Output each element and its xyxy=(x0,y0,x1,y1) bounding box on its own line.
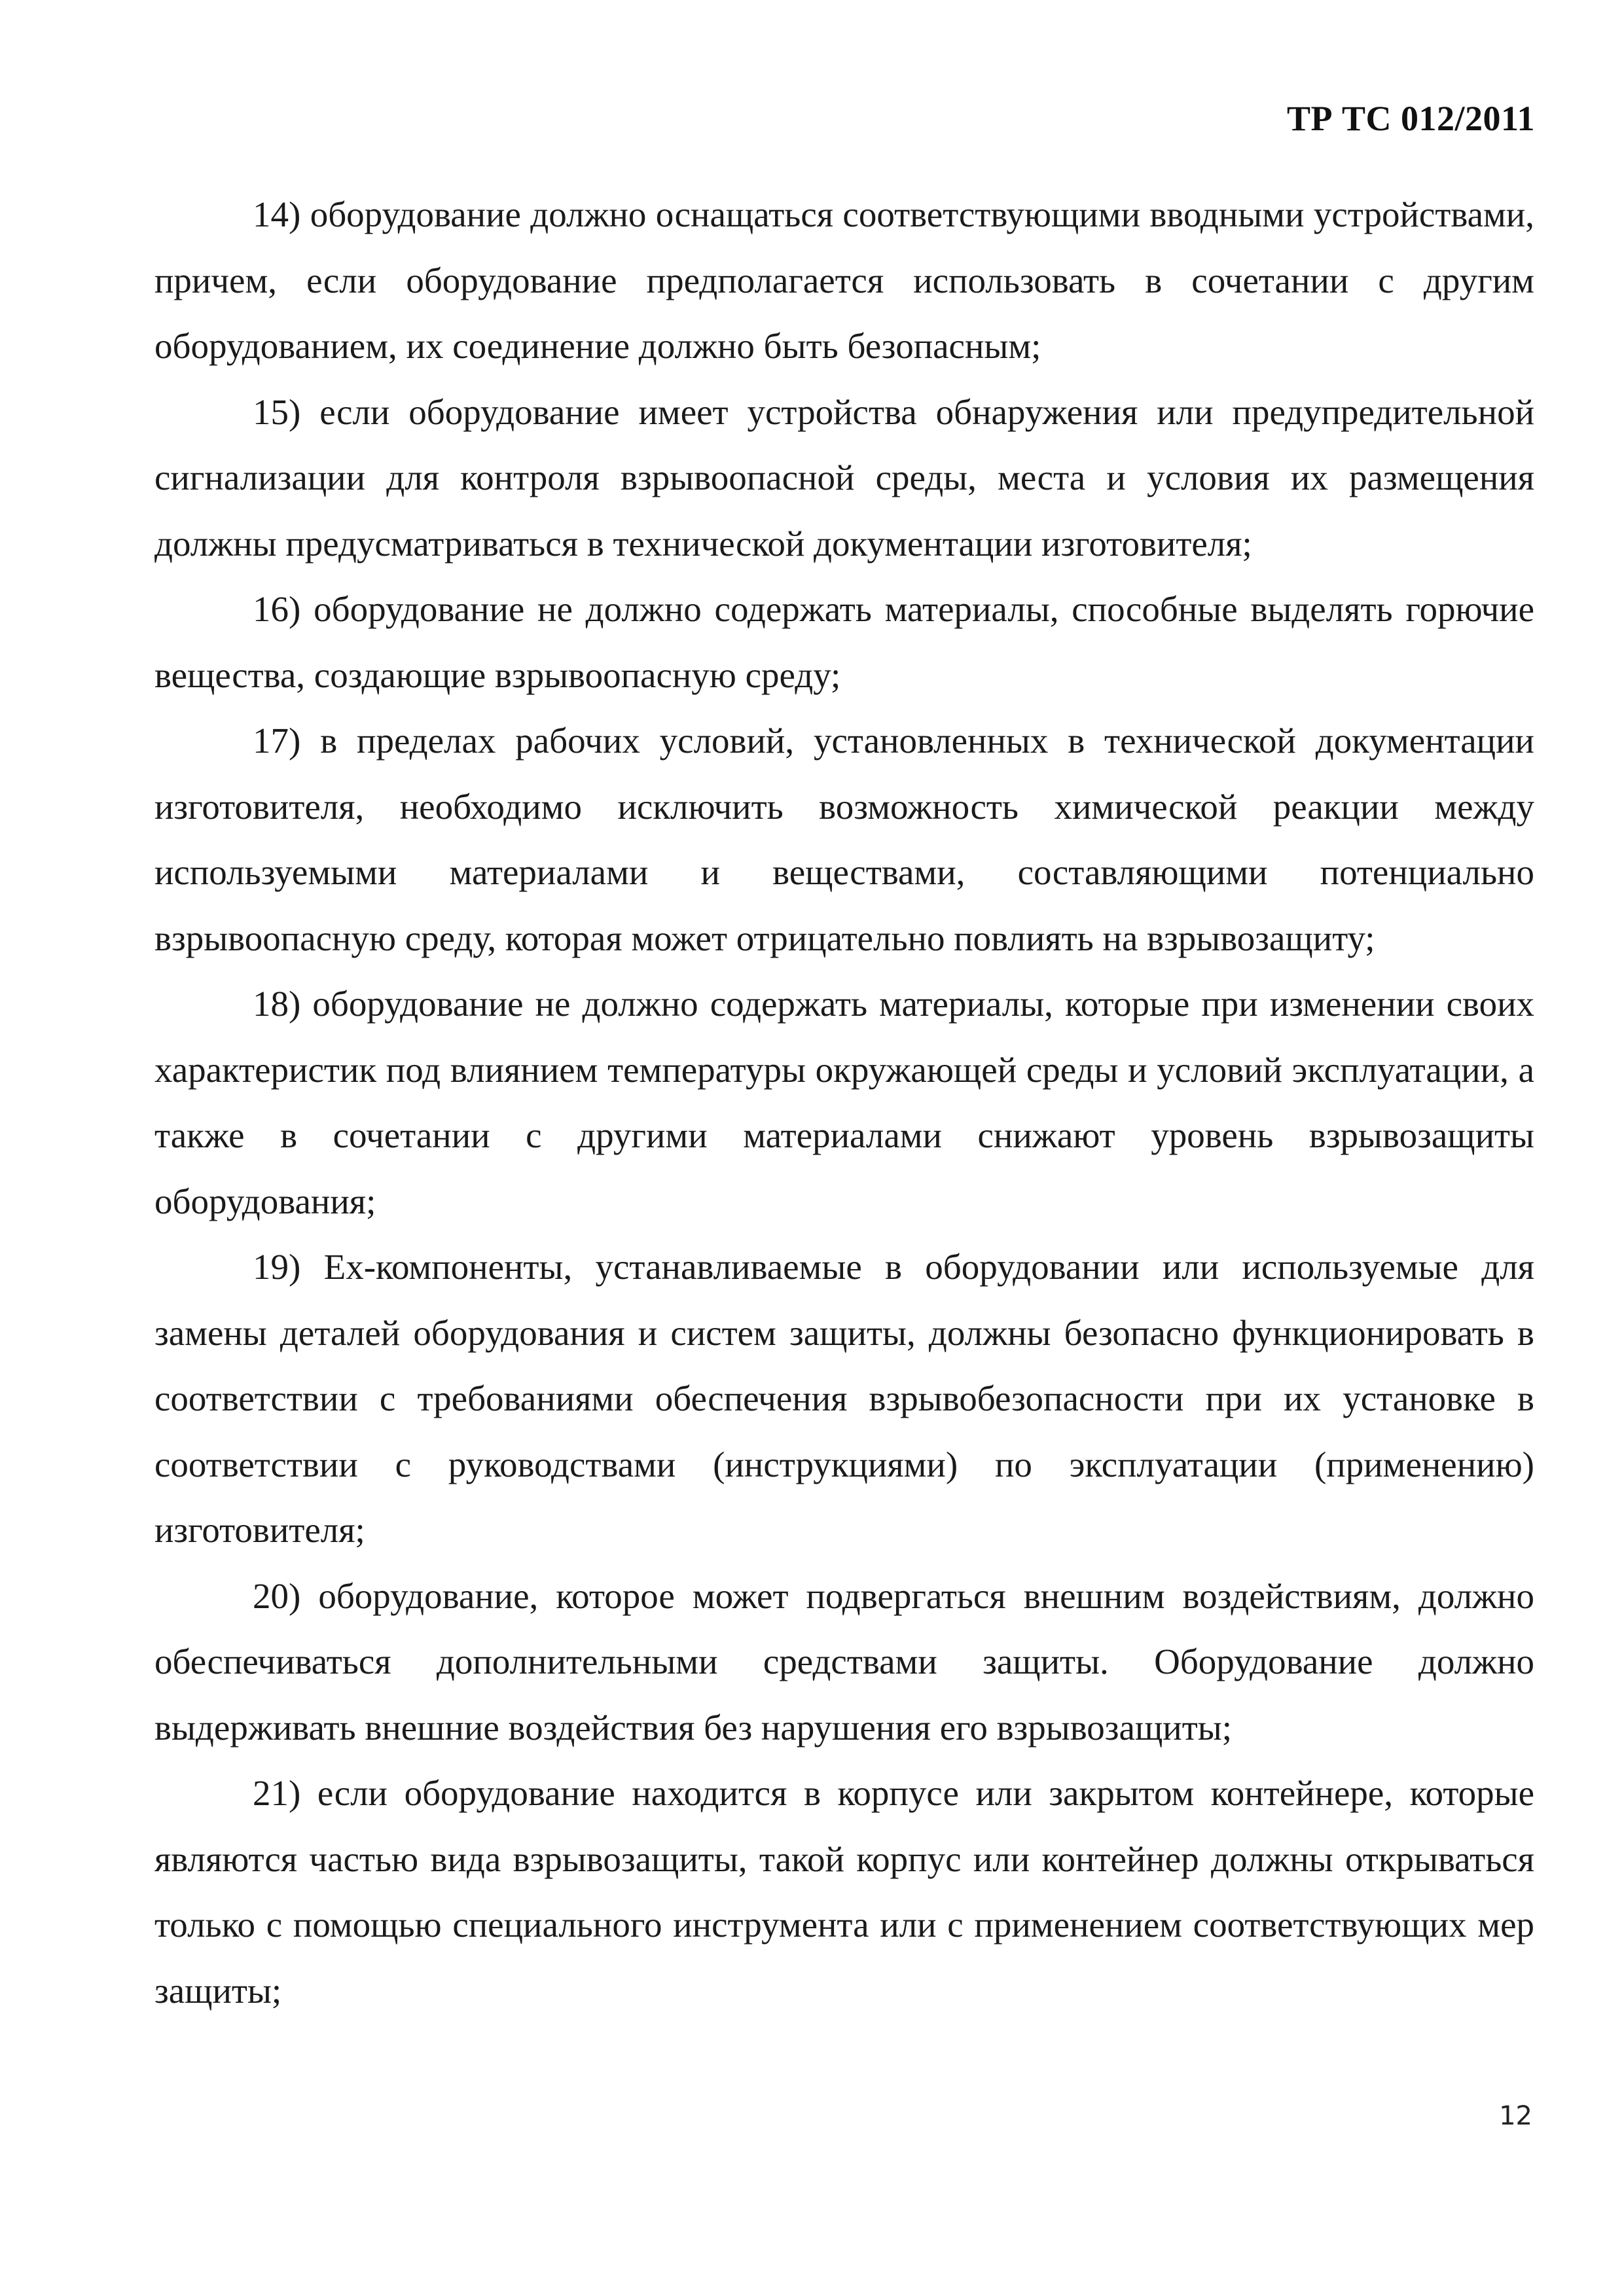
clause-text: в пределах рабочих условий, установленных в технической документации изготовителя, необходимо исключить возможность химической реакции между используемыми материалами и веществами, составляющими потенциально взрывоопасную среду, которая может отрицательно повлиять на взрывозащиту; xyxy=(154,721,1534,958)
clause-number: 14) xyxy=(253,194,301,234)
clause-number: 15) xyxy=(253,391,301,432)
document-body xyxy=(154,182,1534,2024)
clause-18 xyxy=(154,971,1534,1234)
clause-14 xyxy=(154,182,1534,380)
clause-20 xyxy=(154,1564,1534,1761)
clause-17 xyxy=(154,708,1534,971)
clause-text: Ex-компоненты, устанавливаемые в оборудовании или используемые для замены деталей оборудования и систем защиты, должны безопасно функционировать в соответствии с требованиями обеспечения взрывобезопасности при их установке в соответствии с руководствами (инструкциями) по эксплуатации (применению) изготовителя; xyxy=(154,1247,1535,1550)
clause-16 xyxy=(154,577,1534,708)
clause-text: оборудование должно оснащаться соответствующими вводными устройствами, причем, если оборудование предполагается использовать в сочетании с другим оборудованием, их соединение должно быть безопасным; xyxy=(154,194,1534,366)
clause-19 xyxy=(154,1234,1534,1564)
document-code-header: ТР ТС 012/2011 xyxy=(1286,99,1535,138)
clause-number: 18) xyxy=(253,984,301,1024)
clause-text: оборудование не должно содержать материалы, которые при изменении своих характеристик под влиянием температуры окружающей среды и условий эксплуатации, а также в сочетании с другими материалами снижают уровень взрывозащиты оборудования; xyxy=(154,984,1535,1221)
clause-number: 20) xyxy=(253,1575,301,1616)
clause-15 xyxy=(154,380,1534,577)
clause-number: 19) xyxy=(253,1247,301,1287)
clause-text: если оборудование находится в корпусе или закрытом контейнере, которые являются частью вида взрывозащиты, такой корпус или контейнер должны открываться только с помощью специального инструмента или с применением соответствующих мер защиты; xyxy=(154,1773,1535,2011)
clause-21 xyxy=(154,1761,1534,2024)
clause-number: 17) xyxy=(253,721,301,761)
clause-number: 16) xyxy=(253,589,301,629)
page-number: 12 xyxy=(1499,2101,1532,2131)
clause-text: оборудование не должно содержать материалы, способные выделять горючие вещества, создающие взрывоопасную среду; xyxy=(154,589,1535,695)
clause-text: если оборудование имеет устройства обнаружения или предупредительной сигнализации для контроля взрывоопасной среды, места и условия их размещения должны предусматриваться в технической документации изготовителя; xyxy=(154,391,1534,564)
clause-number: 21) xyxy=(253,1773,301,1813)
clause-text: оборудование, которое может подвергаться внешним воздействиям, должно обеспечиваться дополнительными средствами защиты. Оборудование должно выдерживать внешние воздействия без нарушения его взрывозащиты; xyxy=(154,1575,1534,1748)
